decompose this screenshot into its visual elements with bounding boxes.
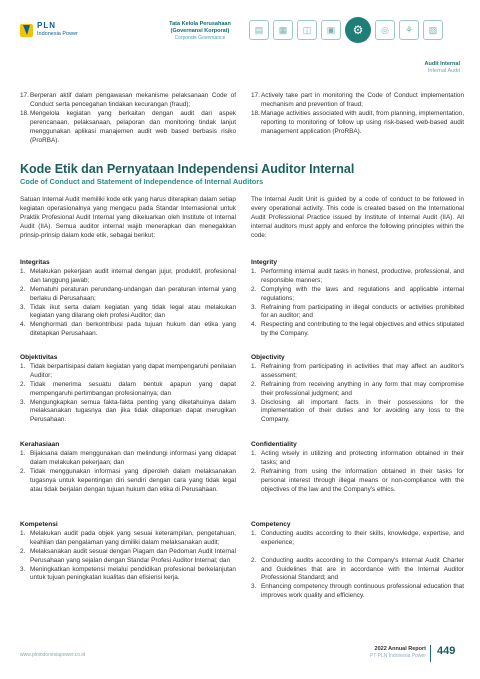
- section-heading: Kerahasiaan: [20, 441, 60, 448]
- list-item: 3. Enhancing competency through continuous professional education that improves work quality and efficiency.: [251, 583, 464, 600]
- list-item: 1. Performing internal audit tasks in honest, productive, professional, and responsible manners;: [251, 267, 464, 284]
- csr-icon[interactable]: ⚘: [399, 20, 419, 40]
- list-item: 1. Refraining from participating in activities that may affect an auditor's assessment;: [251, 362, 464, 379]
- list-item: 17. Berperan aktif dalam pengawasan mekanisme pelaksanaan Code of Conduct serta pencegahan tindakan kecurangan (fraud);: [20, 92, 236, 108]
- objectivity-right: [251, 354, 464, 425]
- section-subtitle: Code of Conduct and Statement of Independence of Internal Auditors: [20, 177, 264, 186]
- chapter-nav: [249, 17, 443, 43]
- list-item: 3. Refraining from participating in illegal conducts or activities prohibited for an auditor; and: [251, 303, 464, 320]
- section-heading: Competency: [251, 521, 291, 528]
- section-heading: Integrity: [251, 259, 278, 266]
- list-item: 2. Complying with the laws and regulations and applicable internal regulations;: [251, 285, 464, 302]
- list-item: 4. Respecting and contributing to the legal objectives and ethics stipulated by the Company.: [251, 321, 464, 338]
- list-item: 2. Tidak menggunakan informasi yang diperoleh dalam melaksanakan tugasnya untuk kepentingan diri sendiri dengan cara yang tidak legal atau tidak berjalan dengan tujuan hukum dan etika di Perusahaan.: [20, 467, 236, 493]
- performance-icon[interactable]: ▣: [321, 20, 341, 40]
- section-tag: [425, 61, 460, 75]
- list-item: 1. Tidak berpartisipasi dalam kegiatan yang dapat mempengaruhi penilaian Auditor;: [20, 362, 236, 379]
- report-icon[interactable]: ▤: [249, 20, 269, 40]
- list-item: 1. Melakukan audit pada objek yang sesuai keterampilan, pengetahuan, keahlian dan pengalaman yang dimiliki dalam melaksanakan audit;: [20, 529, 236, 546]
- competency-right: [251, 521, 464, 601]
- risk-icon[interactable]: ◎: [375, 20, 395, 40]
- section-tag-en: Internal Audit: [427, 68, 460, 74]
- list-item: 2. Melaksanakan audit sesuai dengan Piagam dan Pedoman Audit Internal Perusahaan yang sejalan dengan Standar Profesi Auditor Internal; dan: [20, 547, 236, 564]
- report-name: 2022 Annual Report: [374, 646, 426, 652]
- page-number: 449: [437, 645, 456, 657]
- list-item: 1. Melakukan pekerjaan audit internal dengan jujur, produktif, profesional dan tanggung jawab;: [20, 267, 236, 284]
- list-item: 2. Tidak menerima sesuatu dalam bentuk apapun yang dapat mempengaruhi pertimbangan profesionalnya; dan: [20, 380, 236, 397]
- list-item: 3. Meningkatkan kompetensi melalui pendidikan profesional berkelanjutan untuk tujuan peningkatan kualitas dan efisiensi kerja.: [20, 565, 236, 582]
- company-name: PT PLN Indonesia Power: [369, 653, 426, 659]
- section-heading: Objektivitas: [20, 354, 58, 361]
- website-link[interactable]: www.plnindonesiapower.co.id: [20, 652, 86, 658]
- section-heading: Objectivity: [251, 354, 285, 361]
- logo-text: PLN: [37, 21, 56, 30]
- list-item: 18. Manage activities associated with audit, from planning, implementation, reporting to monitoring of follow up using risk-based web-based audit management application (ProRBA).: [251, 109, 464, 135]
- financial-icon[interactable]: ▧: [423, 20, 443, 40]
- list-item: 3. Disclosing all important facts in their possessions for the implementation of their duties and for avoiding any loss to the Company.: [251, 398, 464, 424]
- profile-icon[interactable]: ▦: [273, 20, 293, 40]
- governance-icon[interactable]: ⚙: [345, 17, 371, 43]
- objectivity-left: [20, 354, 236, 425]
- confidentiality-left: [20, 441, 236, 494]
- list-item: 3. Mengungkapkan semua fakta-fakta penting yang diketahuinya dalam melaksanakan tugasnya dan jika tidak dilaporkan dapat merugikan Perusahaan.: [20, 398, 236, 424]
- analysis-icon[interactable]: ◫: [297, 20, 317, 40]
- chapter-title-line1: Tata Kelola Perusahaan: [169, 21, 231, 27]
- intro-right: The Internal Audit Unit is guided by a code of conduct to be followed in every operational activity. This code is created based on the International Audit Professional Practice issued by Institute of Internal Audit (IIA). All internal auditors must apply and enforce the following principles within the code:: [251, 196, 464, 239]
- confidentiality-right: [251, 441, 464, 494]
- footer-divider: [430, 645, 431, 662]
- list-item: 18. Mengelola kegiatan yang berkaitan dengan audit dari aspek perencanaan, pelaksanaan, pelaporan dan monitoring tindak lanjut menggunakan aplikasi manajemen audit web based berbasis risiko (ProRBA).: [20, 109, 236, 144]
- intro-left: Satuan Internal Audit memiliki kode etik yang harus diterapkan dalam setiap kegiatan operasionalnya yang mengacu pada Standar Internasional untuk Praktik Profesional Audit Internal yang dikeluarkan oleh Institute of Internal Audit (IIA). Semua auditor internal wajib menerapkan dan menegakkan prinsip-prinsip dalam kode etik, sebagai berikut:: [20, 196, 236, 239]
- list-item: 1. Acting wisely in utilizing and protecting information obtained in their tasks; and: [251, 449, 464, 466]
- top-right-list: [251, 92, 464, 137]
- chapter-title-line3: Corporate Governance: [174, 35, 226, 41]
- list-item: 1. Bijaksana dalam menggunakan dan melindungi informasi yang didapat dalam melakukan pekerjaan; dan: [20, 449, 236, 466]
- chapter-title-line2: (Governansi Korporat): [170, 28, 230, 34]
- footer-report: [370, 646, 426, 660]
- chapter-title: [160, 21, 240, 42]
- list-item: 3. Tidak ikut serta dalam kegiatan yang tidak legal atau melakukan kegiatan yang dilarang oleh profesi Auditor; dan: [20, 303, 236, 320]
- competency-left: [20, 521, 236, 583]
- logo-subtitle: Indonesia Power: [37, 31, 78, 37]
- section-tag-id: Audit Internal: [424, 61, 460, 67]
- list-item: 2. Conducting audits according to the Company's Internal Audit Charter and Guidelines that are in accordance with the Internal Auditor Professional Standard; and: [251, 556, 464, 582]
- section-heading: Confidentiality: [251, 441, 297, 448]
- section-heading: Integritas: [20, 259, 50, 266]
- list-item: 2. Mematuhi peraturan perundang-undangan dan peraturan internal yang berlaku di Perusahaan;: [20, 285, 236, 302]
- integrity-right: [251, 259, 464, 339]
- list-item: 17. Actively take part in monitoring the Code of Conduct implementation mechanism and prevention of fraud;: [251, 92, 464, 108]
- top-left-list: [20, 92, 236, 145]
- list-item: 1. Conducting audits according to their skills, knowledge, expertise, and experience;: [251, 529, 464, 546]
- section-heading: Kompetensi: [20, 521, 58, 528]
- list-item: 2. Refraining from using the information obtained in their tasks for personal interest through illegal means or non-compliance with the objectives of the law and the Company's ethics.: [251, 467, 464, 493]
- section-title: Kode Etik dan Pernyataan Independensi Auditor Internal: [20, 162, 355, 176]
- list-item: 2. Refraining from receiving anything in any form that may compromise their professional judgment; and: [251, 380, 464, 397]
- lightning-bolt-icon: [23, 25, 30, 35]
- list-item: 4. Menghormati dan berkontribusi pada tujuan hukum dan etika yang ditetapkan Perusahaan.: [20, 321, 236, 338]
- integrity-left: [20, 259, 236, 339]
